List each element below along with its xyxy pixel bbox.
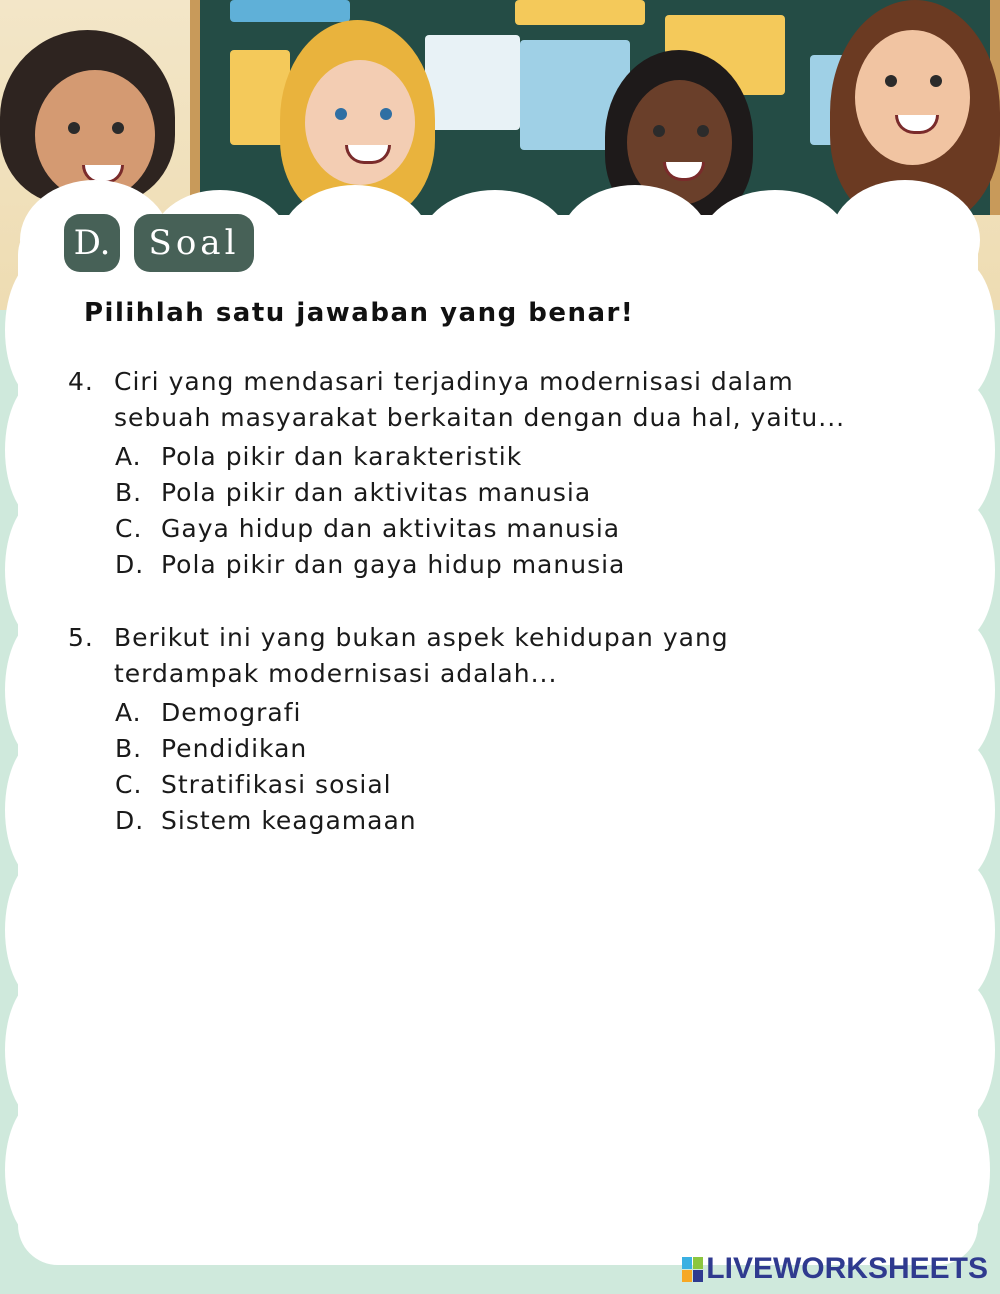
option-4d[interactable] — [115, 550, 625, 579]
option-letter: B. — [115, 734, 143, 763]
option-text: Demografi — [161, 698, 302, 727]
option-text: Pola pikir dan gaya hidup manusia — [161, 550, 626, 579]
option-text: Sistem keagamaan — [161, 806, 417, 835]
section-title-badge: Soal — [134, 214, 254, 272]
option-4c[interactable] — [115, 514, 620, 543]
option-letter: B. — [115, 478, 143, 507]
question-number: 4. — [68, 367, 94, 396]
option-text: Stratifikasi sosial — [161, 770, 392, 799]
question-5 — [68, 620, 928, 696]
question-4 — [68, 364, 928, 440]
option-4a[interactable] — [115, 442, 522, 471]
liveworksheets-logo-icon — [682, 1257, 703, 1282]
logo-text: LIVEWORKSHEETS — [706, 1252, 988, 1285]
option-4b[interactable] — [115, 478, 591, 507]
liveworksheets-logo[interactable] — [682, 1252, 988, 1286]
option-text: Pendidikan — [161, 734, 308, 763]
question-text: Ciri yang mendasari terjadinya modernisasi dalam sebuah masyarakat berkaitan dengan dua hal, yaitu... — [114, 367, 846, 432]
option-letter: A. — [115, 698, 142, 727]
question-number: 5. — [68, 623, 94, 652]
option-5d[interactable] — [115, 806, 417, 835]
option-5c[interactable] — [115, 770, 392, 799]
option-5b[interactable] — [115, 734, 307, 763]
option-text: Pola pikir dan aktivitas manusia — [161, 478, 592, 507]
option-letter: D. — [115, 550, 145, 579]
option-letter: C. — [115, 514, 143, 543]
instruction-text: Pilihlah satu jawaban yang benar! — [84, 298, 635, 328]
option-letter: D. — [115, 806, 145, 835]
section-letter-badge: D. — [64, 214, 120, 272]
option-text: Gaya hidup dan aktivitas manusia — [161, 514, 621, 543]
option-letter: A. — [115, 442, 142, 471]
option-letter: C. — [115, 770, 143, 799]
question-text: Berikut ini yang bukan aspek kehidupan yang terdampak modernisasi adalah... — [114, 623, 729, 688]
option-5a[interactable] — [115, 698, 302, 727]
option-text: Pola pikir dan karakteristik — [161, 442, 523, 471]
